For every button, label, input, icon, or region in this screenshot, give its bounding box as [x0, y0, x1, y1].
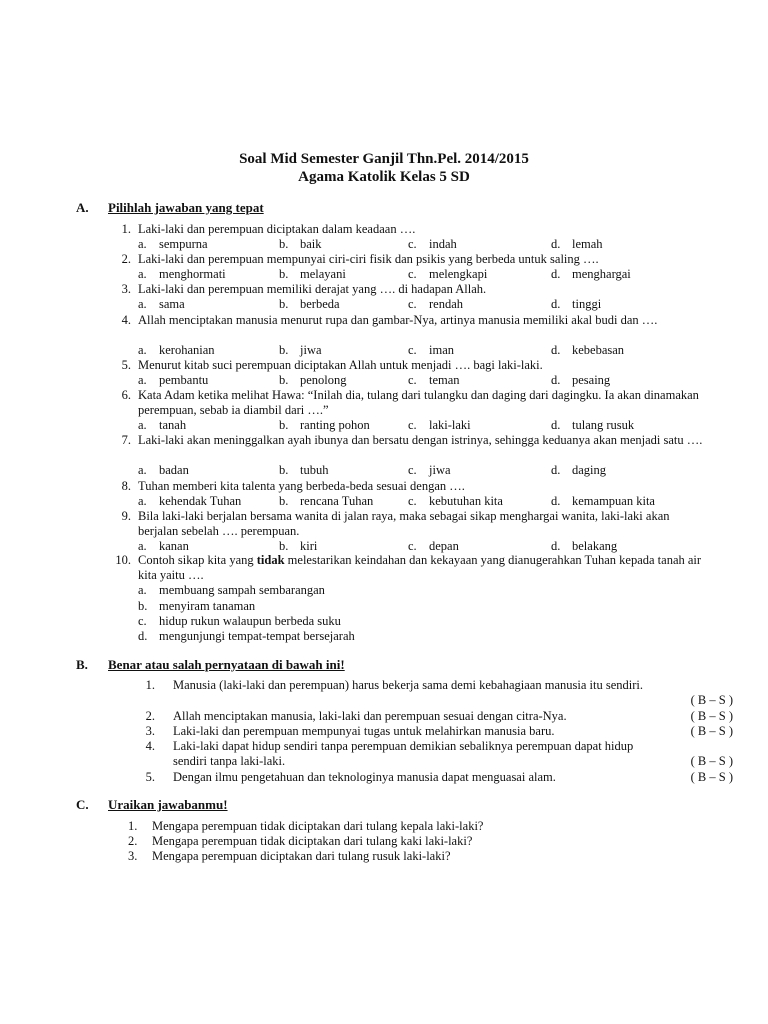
option-letter: a. — [138, 267, 147, 282]
option-letter: c. — [408, 297, 417, 312]
question-text: Laki-laki dan perempuan memiliki derajat yang …. di hadapan Allah. — [138, 282, 487, 296]
question-emphasis: tidak — [256, 553, 285, 567]
true-false-mark: ( B – S ) — [690, 693, 733, 708]
option-text: indah — [429, 237, 457, 252]
option-text: menghormati — [159, 267, 226, 282]
option-text: kemampuan kita — [572, 494, 655, 509]
option-letter: d. — [551, 237, 561, 252]
question-text: Laki-laki dan perempuan mempunyai ciri-ciri fisik dan psikis yang berbeda untuk saling …. — [138, 252, 599, 266]
option-text: melengkapi — [429, 267, 488, 282]
essay-number: 2. — [128, 834, 138, 848]
option-text: membuang sampah sembarangan — [159, 583, 325, 598]
option-text: tulang rusuk — [572, 418, 635, 433]
option-letter: d. — [551, 343, 561, 358]
essay-text: Mengapa perempuan tidak diciptakan dari tulang kaki laki-laki? — [152, 834, 473, 848]
question-number: 7. — [121, 433, 131, 447]
option-text: melayani — [300, 267, 346, 282]
question-number: 10. — [115, 553, 131, 567]
option-letter: b. — [279, 343, 289, 358]
option-letter: b. — [279, 297, 289, 312]
option-letter: c. — [138, 613, 147, 628]
question-text-part: melestarikan keindahan dan kekayaan yang dianugerahkan Tuhan kepada tanah air kita yaitu …. — [138, 553, 702, 583]
option-letter: d. — [551, 267, 561, 282]
option-text: kiri — [300, 539, 318, 554]
question-number: 2. — [121, 252, 131, 266]
true-false-mark: ( B – S ) — [690, 770, 733, 784]
option-text: menghargai — [572, 267, 631, 282]
question-text: Menurut kitab suci perempuan diciptakan Allah untuk menjadi …. bagi laki-laki. — [138, 358, 543, 372]
question-options — [138, 583, 738, 644]
option-letter: b. — [279, 237, 289, 252]
option-text: iman — [429, 343, 454, 358]
question-text — [138, 553, 703, 583]
question-number: 6. — [121, 388, 131, 402]
question-number: 1. — [121, 222, 131, 236]
option-letter: a. — [138, 343, 147, 358]
essay-text: Mengapa perempuan tidak diciptakan dari tulang kepala laki-laki? — [152, 819, 484, 833]
question-text: Laki-laki dan perempuan diciptakan dalam keadaan …. — [138, 222, 416, 236]
option-text: lemah — [572, 237, 603, 252]
option-b — [138, 599, 738, 614]
option-text: tubuh — [300, 463, 329, 478]
option-letter: a. — [138, 463, 147, 478]
option-text: kerohanian — [159, 343, 215, 358]
option-letter: a. — [138, 418, 147, 433]
option-letter: b. — [279, 494, 289, 509]
question-number: 5. — [121, 358, 131, 372]
statement-number: 4. — [145, 739, 155, 753]
section-letter: C. — [76, 797, 89, 812]
option-text: kehendak Tuhan — [159, 494, 242, 509]
exam-title: Soal Mid Semester Ganjil Thn.Pel. 2014/2015 — [239, 151, 529, 167]
statement-number: 5. — [145, 770, 155, 784]
option-text: menyiram tanaman — [159, 598, 256, 613]
option-c — [138, 614, 738, 629]
option-letter: b. — [279, 463, 289, 478]
option-letter: d. — [551, 463, 561, 478]
question-9 — [105, 509, 705, 555]
question-4 — [105, 313, 705, 359]
option-text: sama — [159, 297, 185, 312]
option-letter: d. — [551, 539, 561, 554]
option-text: jiwa — [429, 463, 451, 478]
exam-subtitle: Agama Katolik Kelas 5 SD — [298, 169, 470, 185]
question-2 — [105, 252, 705, 282]
option-text: belakang — [572, 539, 618, 554]
option-text: rendah — [429, 297, 464, 312]
section-title: Benar atau salah pernyataan di bawah ini! — [108, 657, 345, 672]
option-text: ranting pohon — [300, 418, 370, 433]
statement-number: 3. — [145, 724, 155, 738]
option-letter: a. — [138, 373, 147, 388]
statement-text: Laki-laki dan perempuan mempunyai tugas untuk melahirkan manusia baru. — [173, 724, 555, 738]
statement-1 — [145, 678, 735, 709]
option-letter: b. — [138, 598, 148, 613]
statement-number: 2. — [145, 709, 155, 723]
section-letter: B. — [76, 657, 88, 672]
section-title: Pilihlah jawaban yang tepat — [108, 200, 264, 215]
essay-number: 1. — [128, 819, 138, 833]
option-letter: d. — [551, 494, 561, 509]
option-text: teman — [429, 373, 460, 388]
question-text: Laki-laki akan meninggalkan ayah ibunya dan bersatu dengan istrinya, sehingga keduanya akan menjadi satu …. — [138, 433, 703, 447]
true-false-mark: ( B – S ) — [690, 724, 733, 738]
question-text: Bila laki-laki berjalan bersama wanita di jalan raya, maka sebagai sikap menghargai wanita, laki-laki akan berjalan sebelah …. perempuan. — [138, 509, 670, 539]
option-letter: d. — [551, 418, 561, 433]
statement-number: 1. — [145, 678, 155, 692]
option-letter: a. — [138, 583, 147, 598]
option-letter: a. — [138, 297, 147, 312]
option-letter: a. — [138, 494, 147, 509]
option-text: pembantu — [159, 373, 209, 388]
essay-number: 3. — [128, 849, 138, 863]
question-text-part: Contoh sikap kita yang — [138, 553, 257, 567]
option-letter: a. — [138, 539, 147, 554]
statement-text: Laki-laki dapat hidup sendiri tanpa perempuan demikian sebaliknya perempuan dapat hidup sendiri tanpa laki-laki. — [173, 739, 634, 769]
option-letter: b. — [279, 267, 289, 282]
option-text: mengunjungi tempat-tempat bersejarah — [159, 628, 355, 643]
question-1 — [105, 222, 705, 252]
question-8 — [105, 479, 705, 509]
section-title: Uraikan jawabanmu! — [108, 797, 228, 812]
option-letter: c. — [408, 494, 417, 509]
option-letter: c. — [408, 463, 417, 478]
question-text: Allah menciptakan manusia menurut rupa dan gambar-Nya, artinya manusia memiliki akal budi dan …. — [138, 313, 658, 327]
option-text: badan — [159, 463, 189, 478]
question-text: Kata Adam ketika melihat Hawa: “Inilah dia, tulang dari tulangku dan daging dari dagingku. Ia akan dinamakan perempuan, sebab ia diambil dari ….” — [138, 388, 699, 418]
question-5 — [105, 358, 705, 388]
essay-text: Mengapa perempuan diciptakan dari tulang rusuk laki-laki? — [152, 849, 451, 863]
option-text: baik — [300, 237, 322, 252]
question-7 — [105, 433, 705, 479]
question-3 — [105, 282, 705, 312]
question-number: 9. — [121, 509, 131, 523]
option-letter: d. — [551, 373, 561, 388]
option-text: laki-laki — [429, 418, 471, 433]
question-text: Tuhan memberi kita talenta yang berbeda-beda sesuai dengan …. — [138, 479, 465, 493]
question-number: 3. — [121, 282, 131, 296]
option-letter: b. — [279, 418, 289, 433]
option-text: sempurna — [159, 237, 208, 252]
true-false-mark: ( B – S ) — [690, 754, 733, 769]
option-letter: a. — [138, 237, 147, 252]
option-text: kebebasan — [572, 343, 625, 358]
option-letter: c. — [408, 418, 417, 433]
option-letter: d. — [138, 628, 148, 643]
option-letter: b. — [279, 539, 289, 554]
question-6 — [105, 388, 705, 434]
option-text: tinggi — [572, 297, 602, 312]
statement-4 — [145, 739, 735, 770]
option-text: rencana Tuhan — [300, 494, 374, 509]
option-a — [138, 583, 738, 598]
statement-text: Dengan ilmu pengetahuan dan teknologinya manusia dapat menguasai alam. — [173, 770, 556, 784]
option-text: jiwa — [300, 343, 322, 358]
option-text: pesaing — [572, 373, 611, 388]
option-letter: c. — [408, 373, 417, 388]
true-false-mark: ( B – S ) — [690, 709, 733, 723]
option-letter: c. — [408, 267, 417, 282]
option-text: berbeda — [300, 297, 340, 312]
option-letter: b. — [279, 373, 289, 388]
option-text: tanah — [159, 418, 187, 433]
question-number: 4. — [121, 313, 131, 327]
option-text: kebutuhan kita — [429, 494, 503, 509]
section-letter: A. — [76, 200, 89, 215]
option-letter: c. — [408, 343, 417, 358]
option-text: daging — [572, 463, 607, 478]
question-number: 8. — [121, 479, 131, 493]
option-text: hidup rukun walaupun berbeda suku — [159, 613, 341, 628]
option-letter: c. — [408, 539, 417, 554]
statement-text: Manusia (laki-laki dan perempuan) harus bekerja sama demi kebahagiaan manusia itu sendiri. — [173, 678, 643, 692]
question-10 — [105, 553, 705, 643]
option-text: kanan — [159, 539, 189, 554]
option-d — [138, 629, 738, 644]
option-text: penolong — [300, 373, 347, 388]
option-letter: c. — [408, 237, 417, 252]
statement-text: Allah menciptakan manusia, laki-laki dan perempuan sesuai dengan citra-Nya. — [173, 709, 567, 723]
option-letter: d. — [551, 297, 561, 312]
option-text: depan — [429, 539, 459, 554]
